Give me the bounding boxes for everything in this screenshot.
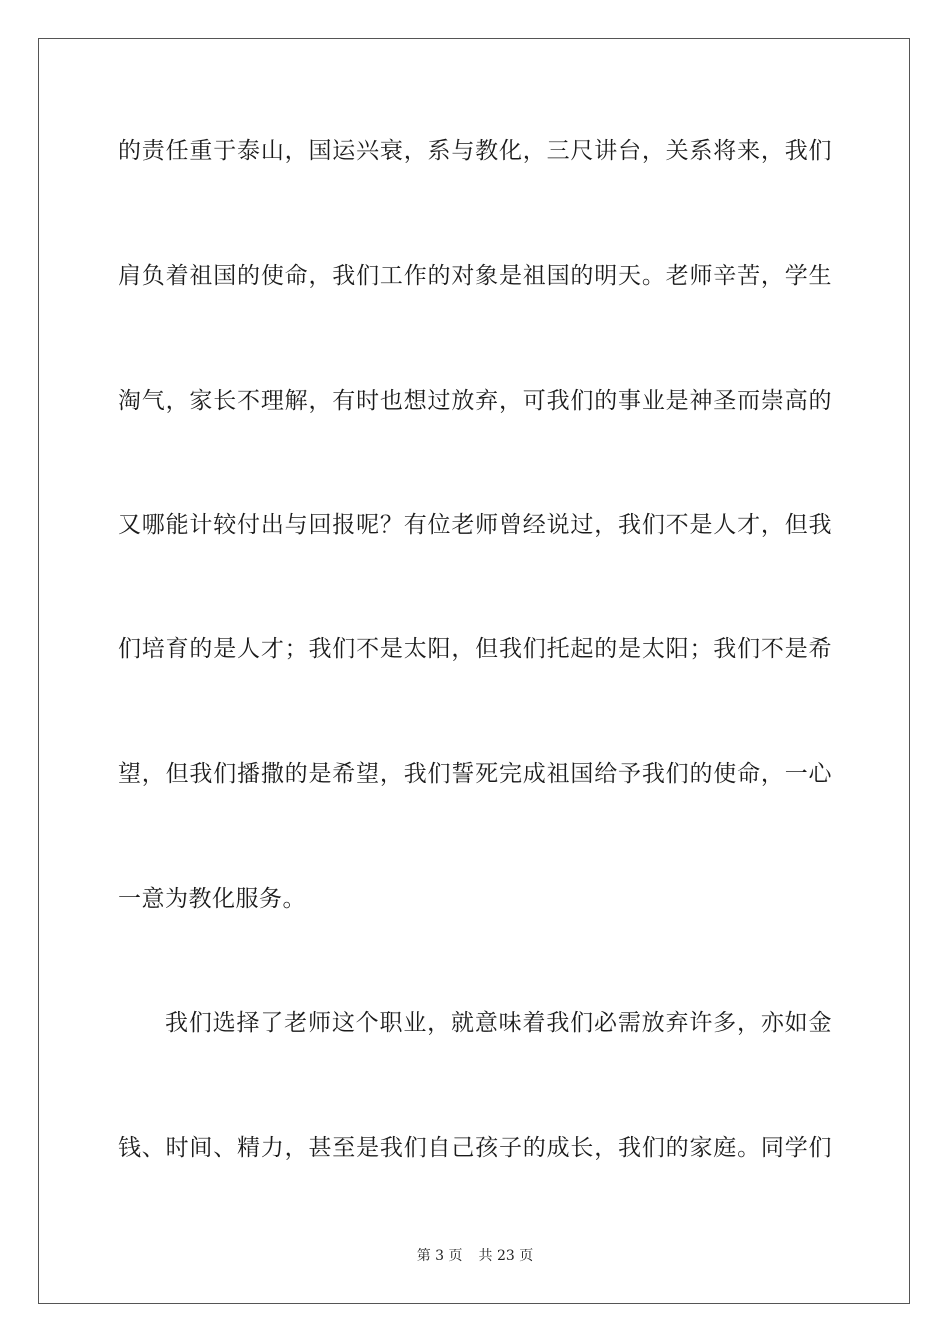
paragraph-line: 望，但我们播撒的是希望，我们誓死完成祖国给予我们的使命，一心 xyxy=(118,761,832,787)
page-border xyxy=(38,38,910,1304)
paragraph-line: 的责任重于泰山，国运兴衰，系与教化，三尺讲台，关系将来，我们 xyxy=(118,138,832,164)
paragraph-first-line: 我们选择了老师这个职业，就意味着我们必需放弃许多，亦如金 xyxy=(165,1010,832,1036)
page-footer xyxy=(0,1246,950,1266)
paragraph-line: 又哪能计较付出与回报呢？有位老师曾经说过，我们不是人才，但我 xyxy=(118,512,832,538)
paragraph-line: 钱、时间、精力，甚至是我们自己孩子的成长，我们的家庭。同学们 xyxy=(118,1135,832,1161)
paragraph-line: 淘气，家长不理解，有时也想过放弃，可我们的事业是神圣而崇高的 xyxy=(118,388,832,414)
paragraph-line-last: 一意为教化服务。 xyxy=(118,886,306,912)
page-number: 第 3 页 xyxy=(416,1248,463,1264)
page-total: 共 23 页 xyxy=(478,1248,534,1264)
paragraph-line: 们培育的是人才；我们不是太阳，但我们托起的是太阳；我们不是希 xyxy=(118,636,832,662)
paragraph-line: 肩负着祖国的使命，我们工作的对象是祖国的明天。老师辛苦，学生 xyxy=(118,263,832,289)
